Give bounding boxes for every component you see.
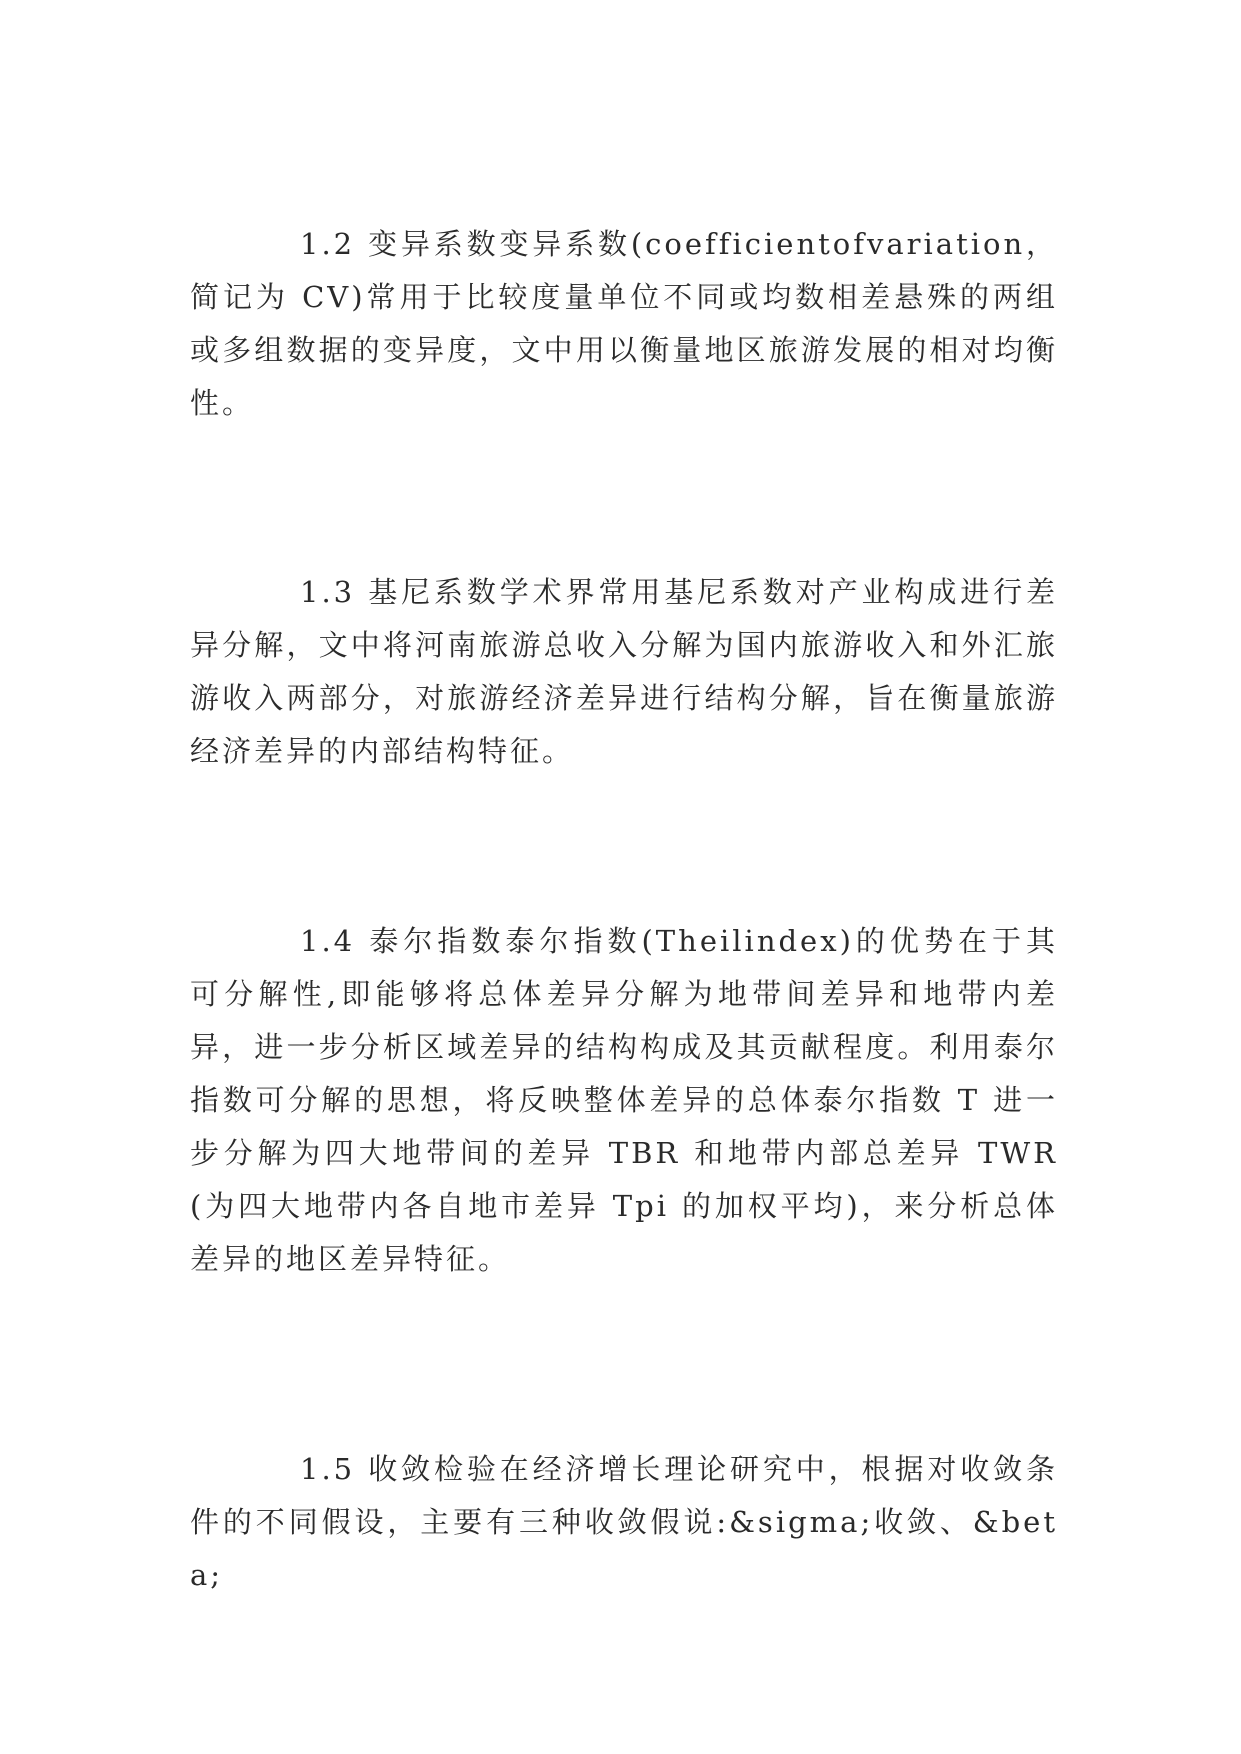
paragraph-theil-index: 1.4 泰尔指数泰尔指数(Theilindex)的优势在于其可分解性,即能够将总体差异分解为地带间差异和地带内差异，进一步分析区域差异的结构构成及其贡献程度。利用泰尔指数可分解的思想，将反映整体差异的总体泰尔指数 T 进一步分解为四大地带间的差异 TBR 和地带内部总差异 TWR(为四大地带内各自地市差异 Tpi 的加权平均)，来分析总体差异的地区差异特征。: [190, 924, 1058, 1276]
paragraph-coefficient-of-variation: 1.2 变异系数变异系数(coefficientofvariation，简记为 CV)常用于比较度量单位不同或均数相差悬殊的两组或多组数据的变异度，文中用以衡量地区旅游发展的相对均衡性。: [190, 227, 1058, 420]
paragraph-gini-coefficient: 1.3 基尼系数学术界常用基尼系数对产业构成进行差异分解，文中将河南旅游总收入分解为国内旅游收入和外汇旅游收入两部分，对旅游经济差异进行结构分解，旨在衡量旅游经济差异的内部结构特征。: [190, 575, 1058, 768]
paragraph-convergence-test: 1.5 收敛检验在经济增长理论研究中，根据对收敛条件的不同假设，主要有三种收敛假说:&sigma;收敛、&beta;: [190, 1452, 1058, 1592]
